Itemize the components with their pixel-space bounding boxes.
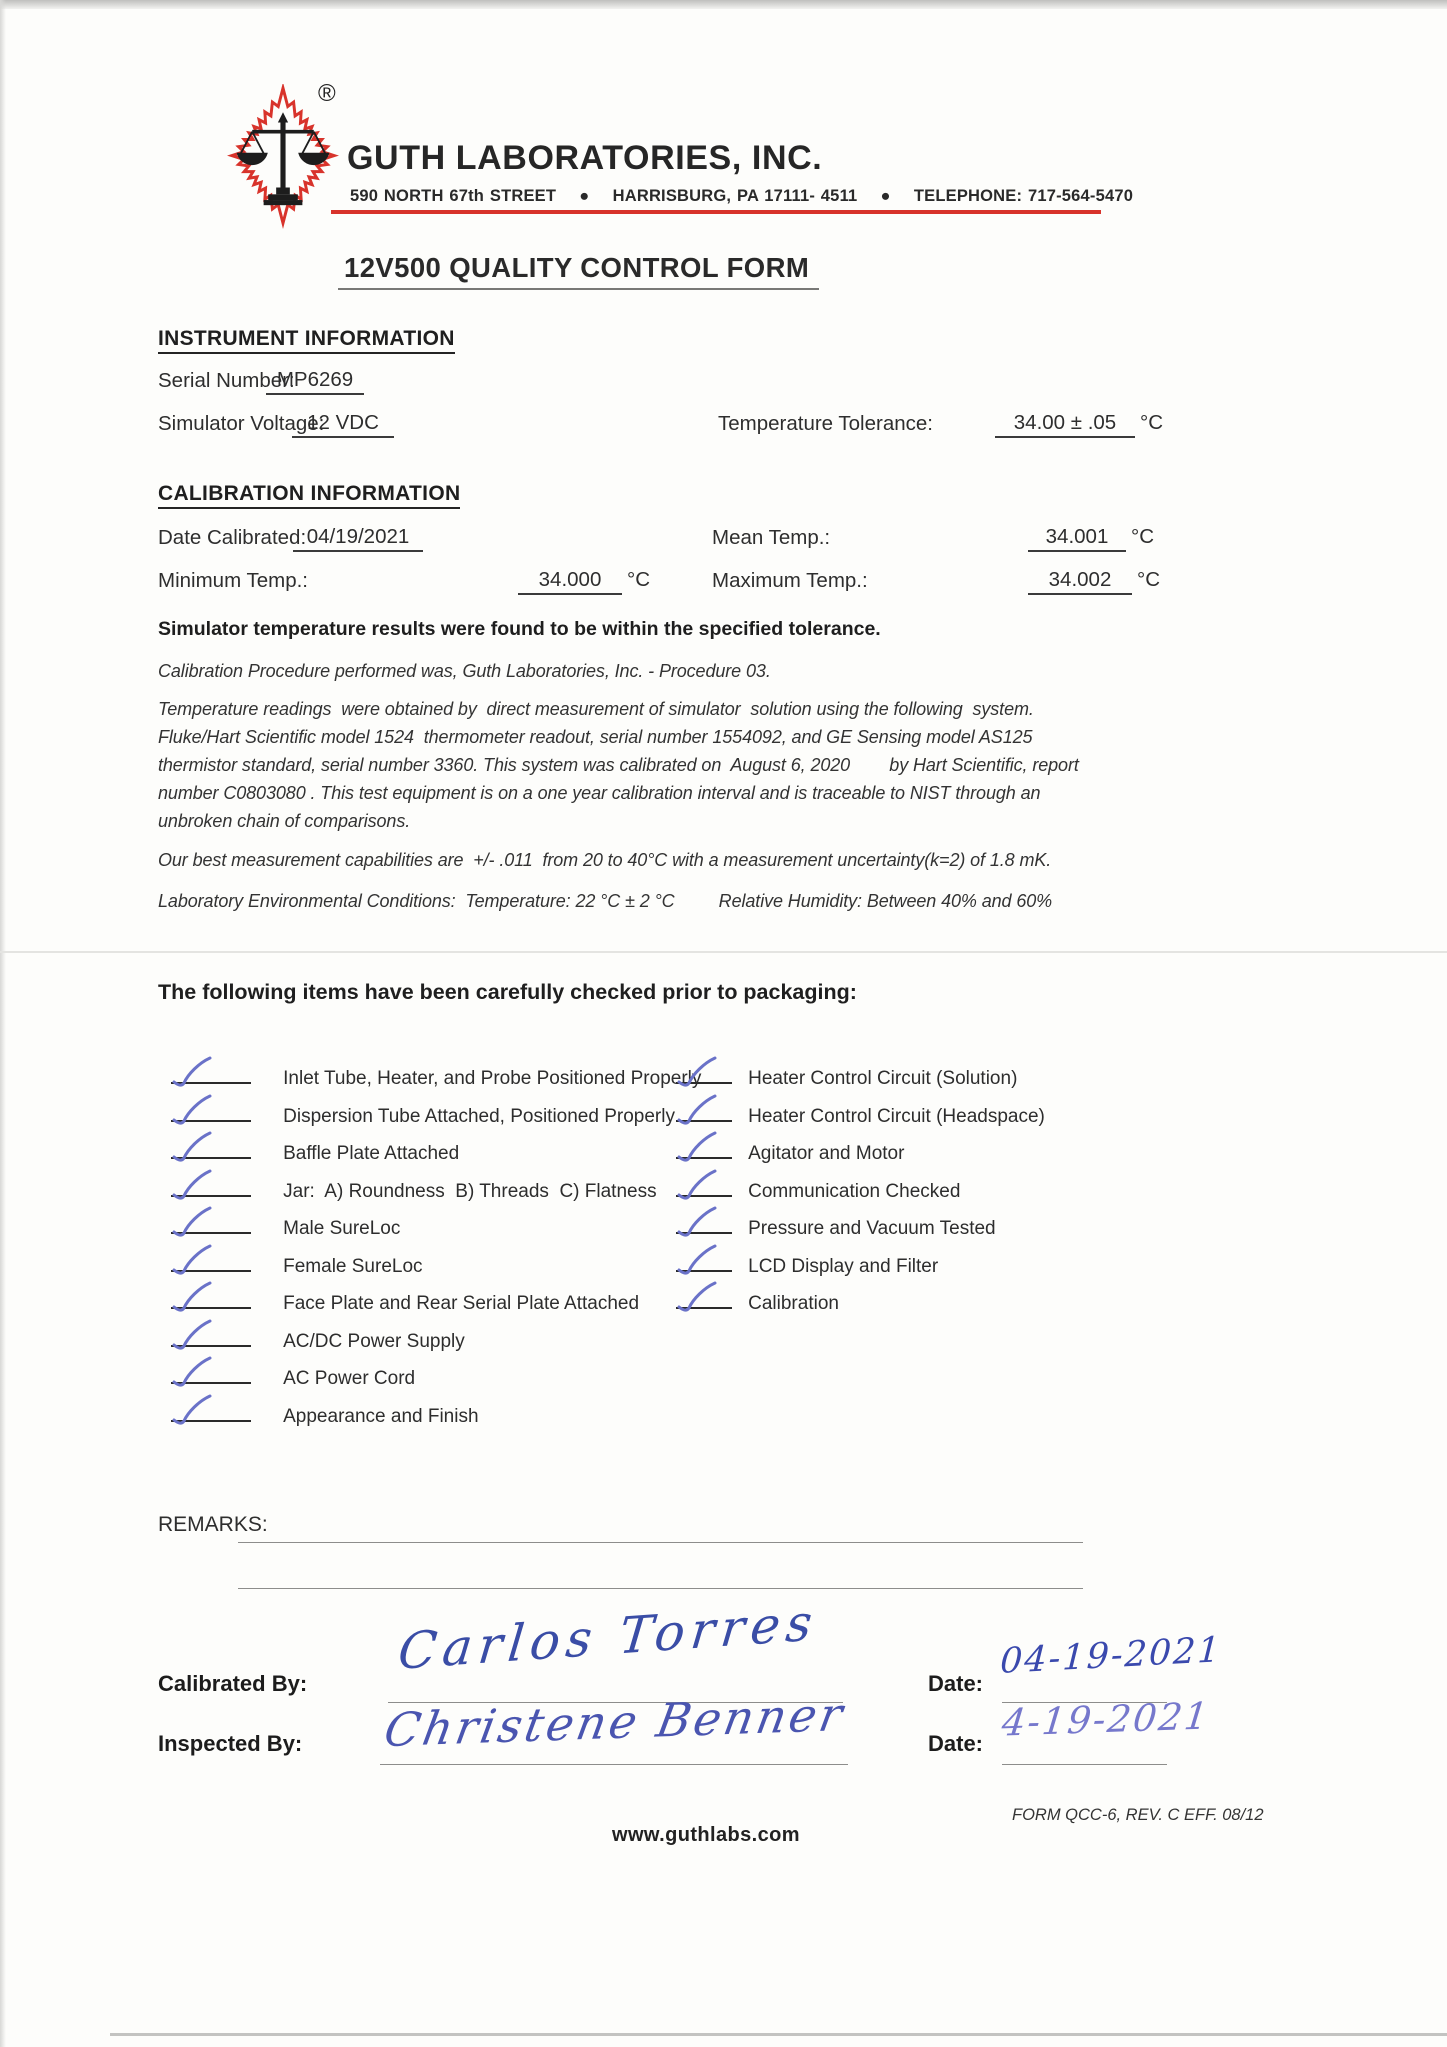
check-underline [171, 1107, 251, 1122]
check-underline [171, 1294, 251, 1309]
checklist-item [150, 1384, 479, 1450]
temperature-tolerance-unit: °C [1140, 411, 1164, 434]
date-calibrated-value [293, 525, 423, 552]
mean-temp-text: 34.001 [1028, 525, 1126, 552]
environment-statement: Laboratory Environmental Conditions: Temperature: 22 °C ± 2 °C Relative Humidity: Between 40% and 60% [158, 891, 1053, 911]
calibrated-date-handwritten: 04-19-2021 [999, 1630, 1223, 1682]
maximum-temp-value [1028, 568, 1160, 595]
paragraph-line: Fluke/Hart Scientific model 1524 thermometer readout, serial number 1554092, and GE Sensing model AS125 [158, 727, 1033, 747]
checklist-item-label: Heater Control Circuit (Solution) [748, 1068, 1018, 1089]
procedure-statement: Calibration Procedure performed was, Guth Laboratories, Inc. - Procedure 03. [158, 661, 771, 681]
simulator-voltage-value [292, 411, 394, 438]
date-calibrated-text: 04/19/2021 [293, 525, 423, 552]
remarks-label: REMARKS: [158, 1513, 268, 1536]
checklist-item-label: Inlet Tube, Heater, and Probe Positioned Properly [283, 1068, 702, 1089]
check-underline [171, 1407, 251, 1422]
checklist-item-label: LCD Display and Filter [748, 1256, 939, 1277]
mean-temp-value [1028, 525, 1154, 552]
form-number: FORM QCC-6, REV. C EFF. 08/12 [1012, 1806, 1264, 1824]
date-calibrated-label: Date Calibrated: [158, 526, 307, 549]
check-underline [676, 1219, 732, 1234]
check-underline [171, 1369, 251, 1384]
serial-number-value [266, 368, 364, 395]
simulator-voltage-label: Simulator Voltage: [158, 412, 325, 435]
remarks-line [238, 1588, 1083, 1589]
measurement-system-paragraph [158, 699, 1079, 839]
checklist-item-label: Appearance and Finish [283, 1406, 479, 1427]
checklist-item-label: Communication Checked [748, 1181, 961, 1202]
date-line [1002, 1764, 1167, 1765]
maximum-temp-text: 34.002 [1028, 568, 1132, 595]
form-title: 12V500 QUALITY CONTROL FORM [338, 252, 819, 290]
paragraph-line: Temperature readings were obtained by direct measurement of simulator solution using the following system. [158, 699, 1034, 719]
maximum-temp-unit: °C [1137, 568, 1161, 591]
checklist-item-label: Male SureLoc [283, 1218, 401, 1239]
maximum-temp-label: Maximum Temp.: [712, 569, 868, 592]
checklist-item-label: Calibration [748, 1293, 839, 1314]
inspected-date-label: Date: [928, 1731, 984, 1756]
calibrated-by-label: Calibrated By: [158, 1671, 308, 1696]
checklist-item-label: AC/DC Power Supply [283, 1331, 465, 1352]
check-underline [171, 1219, 251, 1234]
paragraph-line: thermistor standard, serial number 3360. This system was calibrated on August 6, 2020 by Hart Scientific, report [158, 755, 1079, 775]
header-rule [331, 210, 1101, 214]
paragraph-line: number C0803080 . This test equipment is on a one year calibration interval and is traceable to NIST through an [158, 783, 1041, 803]
check-underline [171, 1069, 251, 1084]
mean-temp-unit: °C [1131, 525, 1155, 548]
check-underline [676, 1144, 732, 1159]
section-heading-calibration: CALIBRATION INFORMATION [158, 482, 460, 509]
checklist-item-label: Pressure and Vacuum Tested [748, 1218, 996, 1239]
company-address: 590 NORTH 67th STREET ● HARRISBURG, PA 17111- 4511 ● TELEPHONE: 717-564-5470 [350, 187, 1134, 205]
check-underline [676, 1107, 732, 1122]
checklist-item-label: Face Plate and Rear Serial Plate Attached [283, 1293, 640, 1314]
section-heading-instrument: INSTRUMENT INFORMATION [158, 327, 455, 354]
checklist-item-label: Female SureLoc [283, 1256, 423, 1277]
simulator-voltage-text: 12 VDC [292, 411, 394, 438]
checklist-item-label: AC Power Cord [283, 1368, 416, 1389]
scales-icon [237, 112, 328, 205]
registered-trademark-icon: ® [318, 80, 336, 107]
check-underline [171, 1332, 251, 1347]
check-underline [171, 1257, 251, 1272]
minimum-temp-label: Minimum Temp.: [158, 569, 308, 592]
minimum-temp-text: 34.000 [518, 568, 622, 595]
mean-temp-label: Mean Temp.: [712, 526, 831, 549]
check-underline [676, 1294, 732, 1309]
checklist-item-label: Heater Control Circuit (Headspace) [748, 1106, 1045, 1127]
check-underline [171, 1182, 251, 1197]
minimum-temp-value [518, 568, 650, 595]
signature-line [380, 1764, 848, 1765]
tolerance-result-statement: Simulator temperature results were found to be within the specified tolerance. [158, 618, 881, 640]
scan-artifact-top-edge [0, 0, 1447, 9]
calibrated-by-signature: Carlos Torres [395, 1593, 821, 1681]
paragraph-line: unbroken chain of comparisons. [158, 811, 411, 831]
checkmark-icon [171, 1395, 213, 1427]
temperature-tolerance-label: Temperature Tolerance: [718, 412, 933, 435]
checkmark-icon [676, 1282, 718, 1314]
minimum-temp-unit: °C [627, 568, 651, 591]
check-underline [676, 1257, 732, 1272]
checklist-item-label: Agitator and Motor [748, 1143, 905, 1164]
inspected-by-signature: Christene Benner [380, 1686, 850, 1758]
scan-artifact-left-edge [0, 0, 6, 2047]
website-url: www.guthlabs.com [612, 1824, 800, 1846]
temperature-tolerance-value [995, 411, 1163, 438]
check-underline [171, 1144, 251, 1159]
inspected-date-handwritten: 4-19-2021 [999, 1694, 1213, 1745]
checklist-item-label: Dispersion Tube Attached, Positioned Properly [283, 1106, 675, 1127]
temperature-tolerance-text: 34.00 ± .05 [995, 411, 1135, 438]
checklist-item [655, 1271, 839, 1337]
inspected-by-label: Inspected By: [158, 1731, 303, 1756]
checklist-item-label: Jar: A) Roundness B) Threads C) Flatness [283, 1181, 657, 1202]
check-underline [676, 1182, 732, 1197]
calibrated-date-label: Date: [928, 1671, 984, 1696]
company-name: GUTH LABORATORIES, INC. [347, 139, 823, 177]
serial-number-label: Serial Number: [158, 369, 295, 392]
capabilities-statement: Our best measurement capabilities are +/- .011 from 20 to 40°C with a measurement uncertainty(k=2) of 1.8 mK. [158, 850, 1052, 870]
check-underline [676, 1069, 732, 1084]
scan-artifact-bottom-edge [110, 2033, 1447, 2036]
remarks-line [238, 1542, 1083, 1543]
checklist-item-label: Baffle Plate Attached [283, 1143, 460, 1164]
scan-artifact-fold-line [0, 951, 1447, 953]
checklist-heading: The following items have been carefully checked prior to packaging: [158, 980, 857, 1004]
serial-number-text: MP6269 [266, 368, 364, 395]
